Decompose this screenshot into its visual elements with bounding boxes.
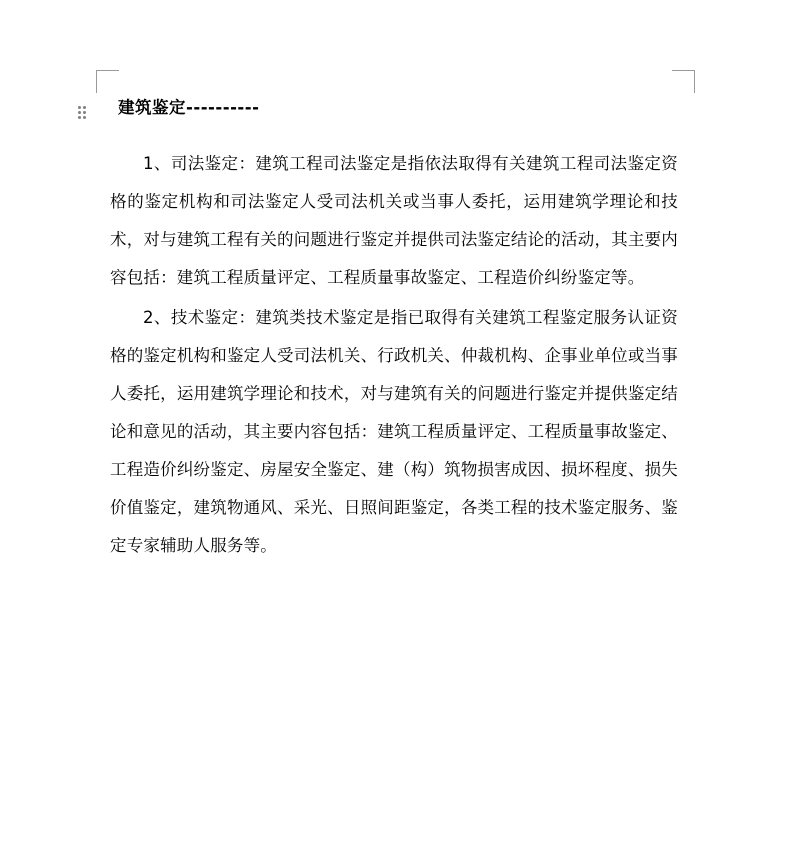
document-content: [110, 96, 678, 567]
crop-mark-top-right-icon: [672, 70, 695, 93]
handle-dot: [78, 106, 81, 109]
handle-dot: [83, 111, 86, 114]
handle-dot: [83, 106, 86, 109]
handle-dot: [78, 116, 81, 119]
paragraph-drag-handle-icon[interactable]: [78, 106, 86, 120]
paragraph-technical-appraisal: 2、技术鉴定：建筑类技术鉴定是指已取得有关建筑工程鉴定服务认证资格的鉴定机构和鉴定人受司法机关、行政机关、仲裁机构、企事业单位或当事人委托，运用建筑学理论和技术，对与建筑有关的问题进行鉴定并提供鉴定结论和意见的活动，其主要内容包括：建筑工程质量评定、工程质量事故鉴定、工程造价纠纷鉴定、房屋安全鉴定、建（构）筑物损害成因、损坏程度、损失价值鉴定，建筑物通风、采光、日照间距鉴定，各类工程的技术鉴定服务、鉴定专家辅助人服务等。: [110, 307, 678, 555]
paragraph-judicial-appraisal: 1、司法鉴定：建筑工程司法鉴定是指依法取得有关建筑工程司法鉴定资格的鉴定机构和司法鉴定人受司法机关或当事人委托，运用建筑学理论和技术，对与建筑工程有关的问题进行鉴定并提供司法鉴定结论的活动，其主要内容包括：建筑工程质量评定、工程质量事故鉴定、工程造价纠纷鉴定等。: [110, 153, 678, 287]
handle-dot: [83, 116, 86, 119]
document-title: 建筑鉴定----------: [118, 98, 260, 117]
crop-mark-top-left-icon: [96, 70, 119, 93]
handle-dot: [78, 111, 81, 114]
